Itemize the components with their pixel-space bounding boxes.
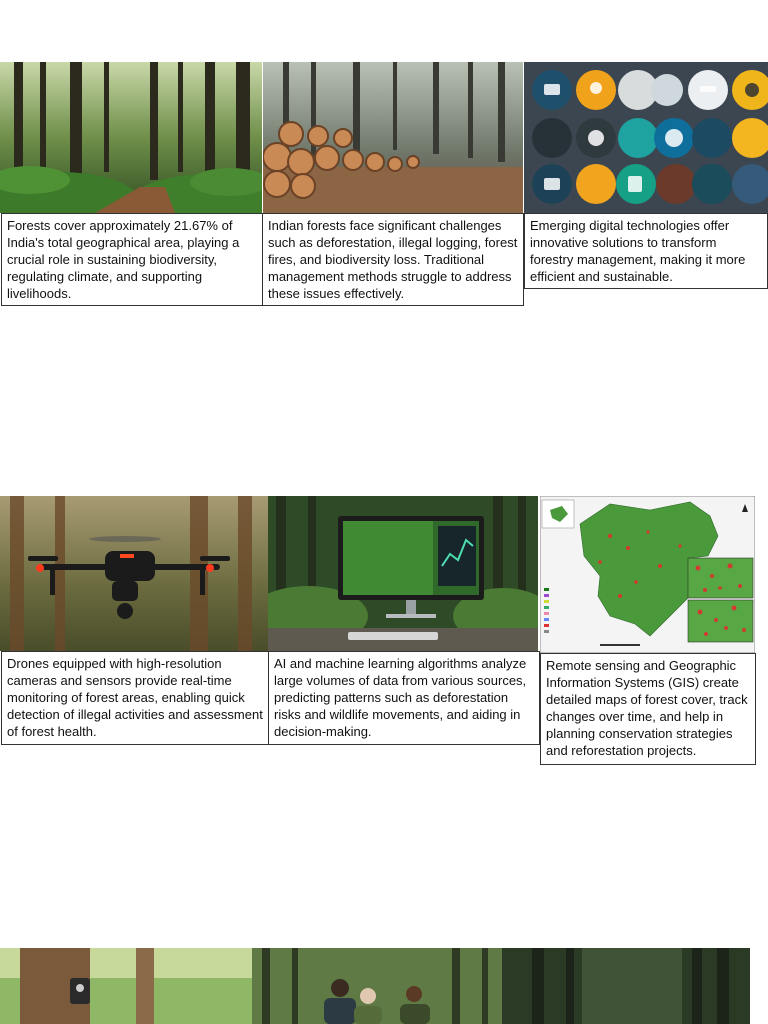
ai-monitor-photo <box>268 496 538 651</box>
dark-forest-photo <box>502 948 750 1024</box>
camera-trap-photo <box>0 948 252 1024</box>
forest-path-photo <box>0 62 262 213</box>
drone-photo <box>0 496 268 651</box>
digital-tech-icons-photo <box>524 62 768 213</box>
ai-ml-caption: AI and machine learning algorithms analyze large volumes of data from various sources, predicting patterns such as deforestation risks and wildlife movements, and aiding in decision-making. <box>268 651 540 745</box>
forest-challenges-caption: Indian forests face significant challenges such as deforestation, illegal logging, forest fires, and biodiversity loss. Traditional management methods struggle to address these issues effectively. <box>262 213 524 306</box>
gis-map-image <box>540 496 755 653</box>
forest-cover-caption: Forests cover approximately 21.67% of India's total geographical area, playing a crucial role in sustaining biodiversity, regulating climate, and supporting livelihoods. <box>1 213 263 306</box>
gis-caption: Remote sensing and Geographic Information Systems (GIS) create detailed maps of forest cover, track changes over time, and help in planning conservation strategies and reforestation projects. <box>540 653 756 765</box>
forest-community-photo <box>252 948 502 1024</box>
digital-tech-caption: Emerging digital technologies offer innovative solutions to transform forestry management, making it more efficient and sustainable. <box>524 213 768 289</box>
drones-caption: Drones equipped with high-resolution cameras and sensors provide real-time monitoring of forest areas, enabling quick detection of illegal activities and assessment of forest health. <box>1 651 269 745</box>
logged-timber-photo <box>263 62 523 213</box>
